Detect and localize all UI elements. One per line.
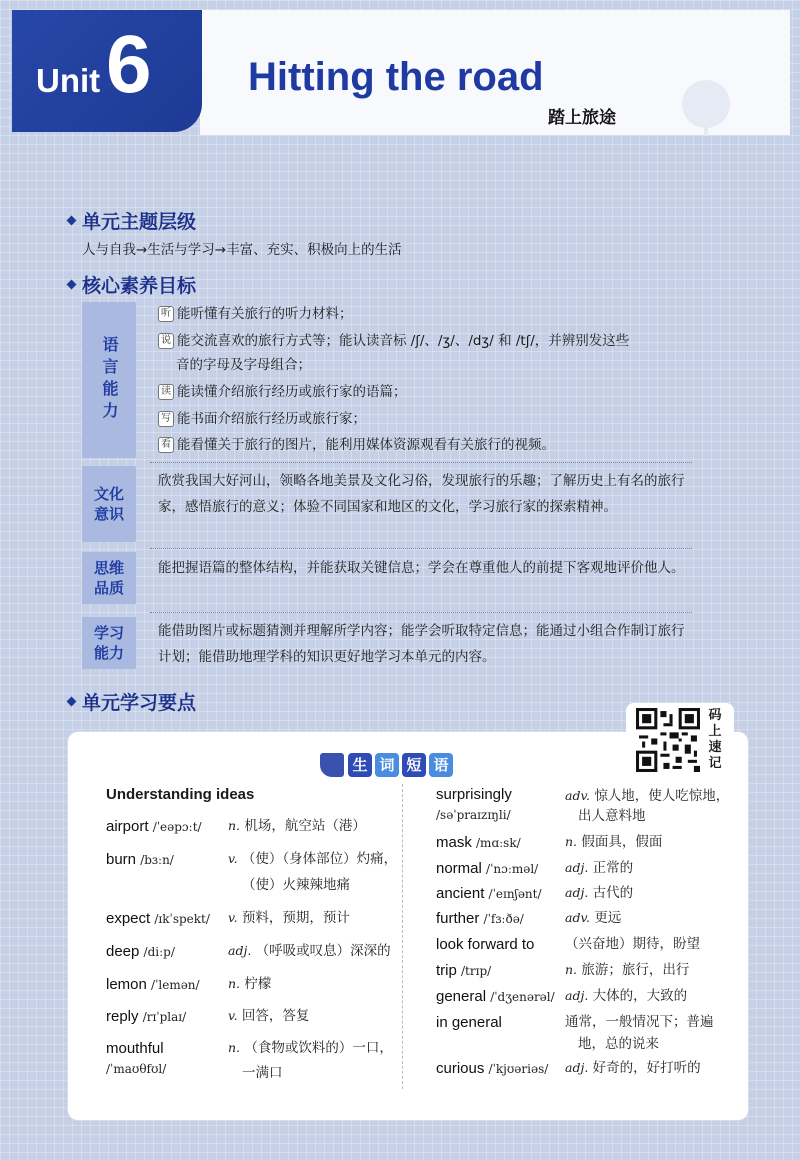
qr-label-char: 码 [708, 708, 722, 723]
banner-cap-icon [320, 753, 344, 777]
pos: adj. [565, 988, 589, 1003]
word-text: further [436, 910, 480, 927]
pos: n. [228, 1040, 241, 1055]
pos: adj. [565, 885, 589, 900]
language-goal-5 [158, 433, 555, 457]
divider [150, 548, 692, 549]
language-goal-text: 能听懂有关旅行的听力材料； [177, 306, 353, 322]
def-text: 正常的 [592, 860, 634, 876]
word-text: general [436, 988, 487, 1005]
vocab-def [565, 880, 633, 906]
def-text: （使）（身体部位）灼痛， [241, 851, 398, 867]
vocab-def [228, 1003, 309, 1029]
pos: adj. [565, 860, 589, 875]
banner-char: 短 [402, 753, 426, 777]
vocab-def [228, 813, 366, 839]
vocab-word: mouthful [106, 1040, 164, 1057]
phonetic: /ˈdʒenərəl/ [490, 990, 555, 1004]
vocab-def-cont: （使）火辣辣地痛 [242, 877, 350, 893]
qr-label-char: 上 [708, 724, 722, 739]
thinking-tag-line: 品质 [93, 579, 124, 597]
phonetic: /rɪˈplaɪ/ [142, 1010, 187, 1024]
qr-label [706, 708, 724, 772]
thinking-tag-line: 思维 [93, 559, 124, 577]
pos: v. [228, 910, 238, 925]
culture-text: 欣赏我国大好河山，领略各地美景及文化习俗，发现旅行的乐趣；了解历史上有名的旅行家，感悟旅行的意义；体验不同国家和地区的文化，学习旅行家的探索精神。 [158, 473, 685, 515]
phonetic: /səˈpraɪzɪŋli/ [436, 808, 511, 822]
vocab-word [106, 1008, 186, 1025]
vocab-word: surprisingly [436, 786, 512, 803]
language-goal-1 [158, 302, 353, 326]
def-text: 预料，预期，预计 [241, 910, 350, 926]
phonetic: /ˈlemən/ [151, 978, 200, 992]
def-text: 柠檬 [244, 976, 272, 992]
def-text: 旅游；旅行，出行 [581, 962, 690, 978]
phonetic: /diːp/ [143, 945, 175, 959]
word-text: lemon [106, 976, 147, 993]
vocab-word [436, 885, 542, 902]
vocab-def [565, 957, 689, 983]
vocab-def-cont: 地，总的说来 [578, 1036, 659, 1052]
learning-text: 能借助图片或标题猜测并理解所学内容；能学会听取特定信息；能通过小组合作制订旅行计划；能借助地理学科的知识更好地学习本单元的内容。 [158, 623, 685, 665]
phonetic: /ˈnɔːməl/ [486, 862, 539, 876]
language-goal-text: 音的字母及字母组合； [176, 357, 311, 373]
language-goal-text: 能书面介绍旅行经历或旅行家； [177, 411, 366, 427]
phonetic: /mɑːsk/ [476, 836, 521, 850]
def-text: 大体的，大致的 [592, 988, 688, 1004]
def-text: 更远 [594, 910, 622, 926]
pos: adj. [565, 1060, 589, 1075]
culture-tag [82, 466, 136, 542]
theme-heading [68, 207, 196, 234]
vocab-def [228, 1035, 393, 1061]
vocab-def: 通常，一般情况下；普遍 [565, 1014, 714, 1030]
vocab-word [106, 851, 174, 868]
def-text: 好奇的，好打听的 [592, 1060, 701, 1076]
vocab-word [436, 910, 524, 927]
vocab-word: in general [436, 1014, 502, 1031]
def-text: （呼吸或叹息）深深的 [255, 943, 391, 959]
page-title: Hitting the road [248, 55, 544, 99]
language-goal-4 [158, 407, 366, 431]
language-goal-text: 能读懂介绍旅行经历或旅行家的语篇； [177, 384, 407, 400]
banner-char: 语 [429, 753, 453, 777]
phonetic: /ˈeɪnʃənt/ [488, 887, 542, 901]
vocab-def [565, 905, 621, 931]
def-text: 古代的 [592, 885, 634, 901]
word-text: burn [106, 851, 137, 868]
learning-tag [82, 617, 136, 669]
word-text: expect [106, 910, 151, 927]
phonetic: /ˈkjʊəriəs/ [488, 1062, 549, 1076]
vocab-def-cont: 出人意料地 [578, 808, 646, 824]
theme-text: 人与自我→生活与学习→丰富、充实、积极向上的生活 [82, 242, 402, 258]
vocab-word [106, 943, 175, 960]
write-chip: 写 [158, 411, 174, 427]
qr-label-char: 速 [708, 740, 722, 755]
vocab-def [565, 855, 633, 881]
vocab-banner [320, 752, 456, 778]
language-goal-3 [158, 380, 407, 404]
def-text: （食物或饮料的）一口， [244, 1040, 393, 1056]
word-text: airport [106, 818, 149, 835]
vocab-def [565, 829, 662, 855]
pos: v. [228, 1008, 238, 1023]
divider [150, 462, 692, 463]
phonetic: /trɪp/ [461, 964, 492, 978]
thinking-text: 能把握语篇的整体结构，并能获取关键信息；学会在尊重他人的前提下客观地评价他人。 [158, 560, 685, 576]
language-goal-text: 能交流喜欢的旅行方式等；能认读音标 /ʃ/、/ʒ/、/dʒ/ 和 /tʃ/，并辨别发这些 [177, 333, 630, 349]
thinking-tag [82, 552, 136, 604]
learning-tag-line: 能力 [93, 644, 124, 662]
banner-char: 词 [375, 753, 399, 777]
key-points-heading [68, 688, 196, 715]
word-text: mask [436, 834, 472, 851]
column-divider [402, 784, 403, 1089]
goals-heading [68, 271, 196, 298]
vocab-word [436, 834, 521, 851]
phonetic: /ˈeəpɔːt/ [152, 820, 202, 834]
phonetic: /bɜːn/ [140, 853, 174, 867]
language-ability-tag: 语言能力 [82, 302, 136, 458]
phonetic: /ɪkˈspekt/ [154, 912, 210, 926]
culture-tag-line: 意识 [93, 505, 124, 523]
pos: adv. [565, 910, 591, 925]
qr-label-char: 记 [708, 756, 722, 771]
language-goal-2-cont [176, 353, 311, 377]
unit-number: 6 [106, 19, 152, 110]
vocab-def [565, 1055, 701, 1081]
diamond-bullet-icon [67, 280, 77, 290]
tree-trunk-icon [704, 118, 708, 136]
read-chip: 读 [158, 384, 174, 400]
key-points-heading-text: 单元学习要点 [82, 692, 197, 714]
pos: n. [228, 818, 241, 833]
pos: n. [565, 834, 578, 849]
goals-heading-text: 核心素养目标 [82, 275, 197, 297]
def-text: 回答，答复 [241, 1008, 310, 1024]
vocab-def: （兴奋地）期待，盼望 [565, 936, 700, 952]
def-text: 惊人地，使人吃惊地， [594, 788, 730, 804]
banner-char: 生 [348, 753, 372, 777]
pos: n. [565, 962, 578, 977]
vocab-def [228, 905, 350, 931]
page-subtitle: 踏上旅途 [548, 108, 616, 128]
vocab-def [228, 971, 271, 997]
language-goal-2 [158, 329, 629, 353]
phonetic: /ˈfɜːðə/ [483, 912, 524, 926]
diamond-bullet-icon [67, 216, 77, 226]
pos: n. [228, 976, 241, 991]
vocab-def [228, 938, 391, 964]
vocab-word: look forward to [436, 936, 535, 953]
word-text: normal [436, 860, 482, 877]
pos: adv. [565, 788, 591, 803]
pos: v. [228, 851, 238, 866]
speak-chip: 说 [158, 333, 174, 349]
diamond-bullet-icon [67, 697, 77, 707]
vocab-word [106, 910, 210, 927]
view-chip: 看 [158, 437, 174, 453]
pos: adj. [228, 943, 252, 958]
vocab-def-cont: 一满口 [242, 1065, 283, 1081]
unit-label: Unit [36, 62, 101, 99]
theme-heading-text: 单元主题层级 [82, 211, 197, 233]
vocab-word [436, 860, 538, 877]
vocab-def [565, 983, 687, 1009]
vocab-word [106, 976, 200, 993]
vocab-word [106, 818, 202, 835]
qr-code-icon[interactable] [636, 708, 700, 772]
def-text: 假面具，假面 [581, 834, 663, 850]
word-text: trip [436, 962, 457, 979]
vocab-word [436, 962, 491, 979]
divider [150, 612, 692, 613]
word-text: ancient [436, 885, 485, 902]
learning-tag-line: 学习 [93, 624, 124, 642]
def-text: 机场，航空站（港） [244, 818, 366, 834]
word-text: deep [106, 943, 140, 960]
word-text: reply [106, 1008, 139, 1025]
vocab-word [436, 988, 555, 1005]
vocab-word [436, 1060, 548, 1077]
phonetic: /ˈmaʊθfʊl/ [106, 1062, 167, 1076]
language-goal-text: 能看懂关于旅行的图片，能利用媒体资源观看有关旅行的视频。 [177, 437, 555, 453]
word-text: curious [436, 1060, 485, 1077]
listen-chip: 听 [158, 306, 174, 322]
culture-tag-line: 文化 [93, 485, 124, 503]
vocab-section-heading: Understanding ideas [106, 786, 255, 803]
vocab-def [228, 846, 397, 872]
